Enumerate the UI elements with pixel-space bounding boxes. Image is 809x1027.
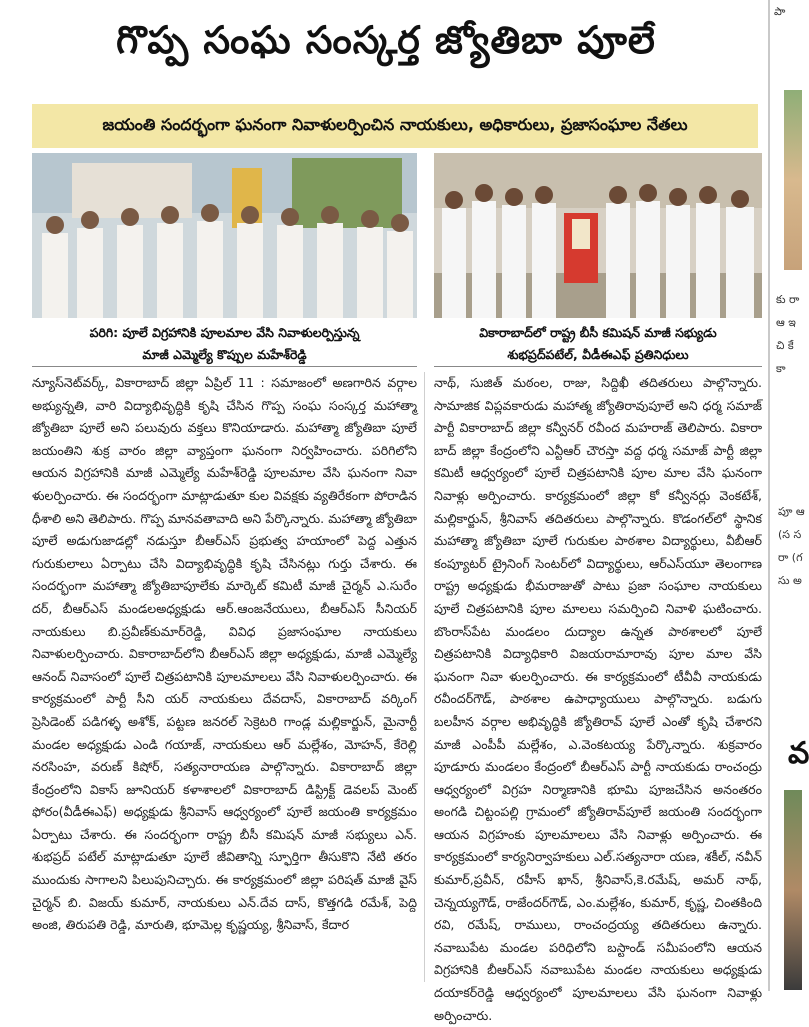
photo-pargi-statue-tribute	[32, 153, 417, 318]
photo-vikarabad-portrait-tribute	[434, 153, 762, 318]
caption-divider-right	[434, 366, 762, 367]
photo-caption-left	[32, 322, 417, 366]
strip-headline-fragment: వ	[788, 736, 809, 771]
adjacent-article-strip	[768, 0, 809, 991]
caption-right-line2: శుభప్రద్‌పటేల్, వీడీఈఎఫ్ ప్రతినిధులు	[507, 347, 689, 362]
strip-text-mid2: పూ ఆ (స స రా (గ సు అ	[778, 505, 805, 587]
strip-photo-top	[784, 90, 802, 270]
strip-photo-bottom	[784, 790, 802, 990]
body-column-right: నాథ్, సుజిత్ మఠంల, రాజు, సిద్దిఖీ తదితరులు పాల్గొన్నారు. సామాజిక విప్లవకారుడు మహాత్మ జ్యోతిరావుపూలే అని ధర్మ సమాజ్ పార్టీ వికారాబాద్ జిల్లా కన్వీనర్ రవీంద మహరాజ్ తెలిపారు. వికారా బాద్ జిల్లా కేంద్రంలోని ఎన్టీఆర్ చౌరస్తా వద్ద ధర్మ సమాజ్ పార్టీ జిల్లా కమిటీ ఆధ్వర్యంలో పూలే చిత్రపటానికి పూల మాల వేసి ఘనంగా నివాళ్లు అర్పించారు. కార్యక్రమంలో జిల్లా కో కన్వీనర్లు వెంకటేశ్, మల్లికార్జున్, శ్రీనివాస్ తదితరులు పాల్గొన్నారు. కొడంగల్‌లో స్థానిక మహాత్మా జ్యోతిబా పూలే గురుకుల పాఠశాల విద్యార్థులు, వీబీఆర్ కంప్యూటర్ ట్రైనింగ్ సెంటర్‌లో విద్యార్థులు, ఆర్‌ఎస్‌యూ తెలంగాణ రాష్ట్ర అధ్యక్షుడు భీమరాజుతో పాటు ప్రజా సంఘాల నాయకులు పూలే చిత్రపటానికి పూల మాలలు సమర్పించి నివాళి ఘటించారు. బొంరాస్‌పేట మండలం దుద్యాల ఉన్నత పాఠశాలలో పూలే చిత్రపటానికి విద్యాధికారి విజయరామారావు పూల మాల వేసి ఘనంగా నివా ళులర్పించారు. ఈ కార్యక్రమంలో టీవీవీ నాయకుడు రవీందర్‌గౌడ్, పాఠశాల ఉపాధ్యాయులు పాల్గొన్నారు. బడుగు బలహీన వర్గాల అభివృద్ధికి జ్యోతిరావ్ పూలే ఎంతో కృషి చేశారని మాజీ ఎంపీపీ మల్లేశం, ఎ.వెంకటయ్య పేర్కొన్నారు. శుక్రవారం పూడూరు మండలం కేంద్రంలో బీఆర్‌ఎస్ పార్టీ నాయకుడు రాంచంద్రు ఆధ్వర్యంలో విగ్రహ నిర్మాణానికి భూమి పూజచేసిన అనంతరం అంగడి చిట్టంపల్లి గ్రామంలో జ్యోతిరావ్‌పూలే జయంతి సందర్భంగా ఆయన విగ్రహంకు పూలమాలలు వేసి నివాళ్లు అర్పించారు. ఈ కార్యక్రమంలో కార్యనిర్వాహకులు ఎల్.సత్యనారా యణ, శకీల్, నవీన్ కుమార్,ప్రవీన్, రహీస్ ఖాన్, శ్రీనివాస్,కె.రమేష్, అమర్ నాథ్, చెన్నయ్యగౌడ్, రాజేందర్‌గౌడ్, ఎం.మల్లేశం, కుమార్, కృష్ణ, చింతకింది రవి, రమేష్, రాములు, రాంచంద్రయ్య తదితరులు ఉన్నారు. నవాబుపేట మండల పరిధిలోని బస్టాండ్ సమీపంలోని ఆయన విగ్రహానికి బీఆర్‌ఎస్ నవాబుపేట మండల నాయకులు అధ్యక్షుడు దయాకర్‌రెడ్డి ఆధ్వర్యంలో పూలమాలలు వేసి ఘనంగా నివాళ్లు అర్పించారు.	[434, 375, 762, 1023]
caption-left-line2: మాజీ ఎమ్మెల్యే కొప్పుల మహేశ్‌రెడ్డి	[142, 347, 307, 362]
subheadline: జయంతి సందర్భంగా ఘనంగా నివాళులర్పించిన నాయకులు, అధికారులు, ప్రజాసంఘాల నేతలు	[102, 114, 688, 134]
caption-right-line1: వికారాబాద్‌లో రాష్ట్ర బీసీ కమిషన్ మాజీ సభ్యుడు	[479, 325, 717, 340]
body-column-left: న్యూస్‌నెట్‌వర్క్, వికారాబాద్ జిల్లా ఏప్రిల్ 11 : సమాజంలో అణగారిన వర్గాల అభ్యున్నతి, వారి విద్యాభివృద్ధికి కృషి చేసిన గొప్ప సంఘ సంస్కర్త మహాత్మా జ్యోతిబా పూలే అని పలువురు వక్తలు కొనియాడారు. మహాత్మా జ్యోతిబా పూలే జయంతిని శుక్ర వారం జిల్లా వ్యాప్తంగా ఘనంగా నిర్వహించారు. పరిగిలోని ఆయన విగ్రహానికి మాజీ ఎమ్మెల్యే మహేశ్‌రెడ్డి పూలమాల వేసి ఘనంగా నివా ళులర్పించారు. ఈ సందర్భంగా మాట్లాడుతూ కుల వివక్షకు వ్యతిరేకంగా పోరాడిన ధీశాలి అని తెలిపారు. గొప్ప మానవతావాది అని పేర్కొన్నారు. మహాత్మా జ్యోతిబా పూలే అడుగుజాడల్లో నడుస్తూ బీఆర్‌ఎస్ ప్రభుత్వ హయాంలో పెద్ద ఎత్తున గురుకులాలు ఏర్పాటు చేసి విద్యాభివృద్ధికి కృషి చేసినట్లు గుర్తు చేశారు. ఈ సందర్భంగా మహాత్మా జ్యోతిబాపూలేకు మార్కెట్ కమిటీ మాజీ చైర్మన్ ఎ.సురేం దర్, బీఆర్‌ఎస్ మండలఅధ్యక్షుడు ఆర్.ఆంజనేయులు, బీఆర్‌ఎస్ సీనియర్ నాయకులు బి.ప్రవీణ్‌కుమార్‌రెడ్డి, వివిధ ప్రజాసంఘాల నాయకులు నివాళులర్పించారు. వికారాబాద్‌లోని బీఆర్‌ఎస్ జిల్లా అధ్యక్షుడు, మాజీ ఎమ్మెల్యే ఆనంద్ నివాసంలో పూలే చిత్రపటానికి పూలమాలలు వేసి నివాళులర్పించారు. ఈ కార్యక్రమంలో పార్టీ సీని యర్ నాయకులు దేవదాస్, వికారాబాద్ వర్కింగ్ ప్రెసిడెంట్ పడిగళ్ళ అశోక్, పట్టణ జనరల్ సెక్రెటరి గాండ్ల మల్లికార్జున్, మైనార్టీ మండల అధ్యక్షుడు ఎండి గయాజ్, నాయకులు ఆర్ మల్లేశం, మోహన్, కేరెల్లి నరసింహ, వరుణ్ కిషోర్, సత్యనారాయణ పాల్గొన్నారు. వికారాబాద్ జిల్లా కేంద్రంలోని వికాస్ జూనియర్ కళాశాలలో వికారాబాద్ డిస్ట్రిక్ట్ డెవలప్ మెంట్ ఫోరం(వీడీఈఎఫ్) అధ్యక్షుడు శ్రీనివాస్ ఆధ్వర్యంలో పూలే జయంతి కార్యక్రమం ఏర్పాటు చేశారు. ఈ సందర్భంగా రాష్ట్ర బీసీ కమిషన్ మాజీ సభ్యులు ఎన్. శుభప్రద్ పటేల్ మాట్లాడుతూ పూలే జీవితాన్ని స్ఫూర్తిగా తీసుకొని నేటి తరం ముందుకు సాగాలని పిలుపునిచ్చారు. ఈ కార్యక్రమంలో జిల్లా పరిషత్ మాజీ వైస్ చైర్మన్ బి. విజయ్ కుమార్, నాయకులు ఎన్.దేవ దాస్, కొత్తగడి రమేశ్, పెద్ది అంజి, తిరుపతి రెడ్డి, మారుతి, భూమెల్ల కృష్ణయ్య, శ్రీనివాస్, కేదార	[32, 375, 417, 933]
photo-group-at-statue	[32, 153, 417, 318]
column-divider	[424, 372, 425, 982]
headline: గొప్ప సంఘ సంస్కర్త జ్యోతిబా పూలే	[116, 18, 656, 62]
caption-left-line1: పరిగి: పూలే విగ్రహానికి పూలమాల వేసి నివాళులర్పిస్తున్న	[89, 325, 360, 340]
newspaper-article	[14, 0, 762, 1023]
subhead-band	[32, 104, 758, 148]
caption-divider-left	[32, 366, 417, 367]
strip-text-top: పా	[774, 5, 786, 18]
photo-caption-right	[434, 322, 762, 366]
strip-text-mid: కు రా ఆ ఇ చి కే కా	[776, 293, 800, 375]
photo-group-with-portrait	[434, 153, 762, 318]
